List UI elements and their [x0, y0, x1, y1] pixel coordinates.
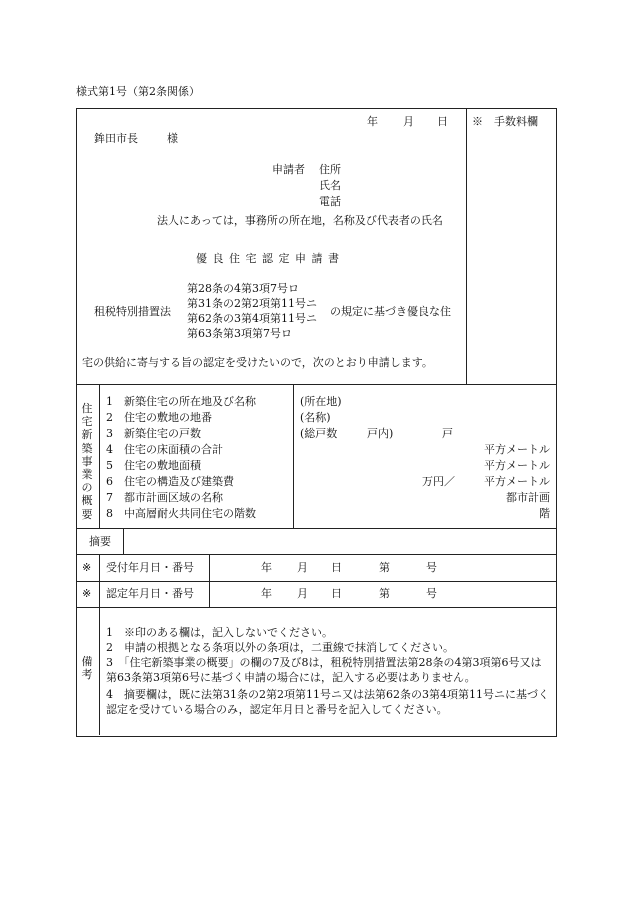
remark-3: 3 「住宅新築事業の概要」の欄の7及び8は，租税特別措置法第28条の4第3項第6号又は第63条第3項第6号に基づく申請の場合には，記入する必要はありません。 [106, 656, 542, 684]
document-title: 優 良 住 宅 認 定 申 請 書 [196, 252, 340, 265]
project-item-2: 2 住宅の敷地の地番 [106, 411, 212, 424]
reception-number-prefix: 第 [379, 561, 390, 574]
applicant-label: 申請者 [272, 163, 305, 176]
project-item-1: 1 新築住宅の所在地及び名称 [106, 395, 256, 408]
project-item-5: 5 住宅の敷地面積 [106, 459, 201, 472]
divider-header [76, 384, 556, 385]
name-label: (名称) [300, 411, 331, 424]
total-units-label: (総戸数 [300, 427, 338, 440]
law-name: 租税特別措置法 [94, 305, 171, 318]
law-article-2: 第31条の2第2項第11号ニ [187, 297, 317, 310]
divider-summary [76, 554, 556, 555]
remarks-heading: 備考 [81, 655, 93, 682]
location-label: (所在地) [300, 395, 342, 408]
site-area-unit: 平方メートル [484, 459, 550, 472]
structure-area-unit: 平方メートル [484, 475, 550, 488]
divider-project [76, 528, 556, 529]
certification-year: 年 [261, 587, 272, 600]
law-article-3: 第62条の3第4項第11号ニ [187, 312, 317, 325]
date-year-label: 年 [367, 115, 378, 128]
applicant-name-label: 氏名 [319, 179, 341, 192]
reception-label: 受付年月日・番号 [106, 561, 194, 574]
certification-month: 月 [297, 587, 308, 600]
fee-column-label: ※ 手数料欄 [472, 115, 538, 128]
floors-unit: 階 [539, 507, 550, 520]
summary-label: 摘要 [89, 535, 111, 548]
units-end-label: 戸 [442, 427, 453, 440]
mark-column-border [99, 554, 100, 607]
reception-year: 年 [261, 561, 272, 574]
certification-number-suffix: 号 [426, 587, 437, 600]
project-item-8: 8 中高層耐火共同住宅の階数 [106, 507, 256, 520]
project-heading: 住宅新築事業の概要 [81, 402, 93, 521]
law-article-1: 第28条の4第3項7号ロ [187, 282, 299, 295]
summary-label-border [123, 528, 124, 554]
number-label-border [209, 554, 210, 607]
reception-mark: ※ [82, 561, 92, 574]
city-plan-unit: 都市計画 [506, 491, 550, 504]
remark-1: 1 ※印のある欄は，記入しないでください。 [106, 626, 333, 639]
project-item-7: 7 都市計画区域の名称 [106, 491, 223, 504]
cost-unit: 万円／ [422, 475, 455, 488]
remark-4: 4 摘要欄は，既に法第31条の2第2項第11号ニ又は法第62条の3第4項第11号ニに基づく認定を受けている場合のみ，認定年月日と番号を記入してください。 [106, 688, 549, 716]
project-item-3: 3 新築住宅の戸数 [106, 427, 201, 440]
remarks-heading-border [99, 607, 100, 735]
units-mid-label: 戸内) [367, 427, 394, 440]
fee-column-border [466, 108, 467, 384]
project-item-6: 6 住宅の構造及び建築費 [106, 475, 234, 488]
addressee: 鉾田市長 [94, 132, 138, 145]
applicant-corporate-note: 法人にあっては，事務所の所在地，名称及び代表者の氏名 [157, 214, 443, 227]
honorific: 様 [167, 132, 178, 145]
applicant-phone-label: 電話 [319, 195, 341, 208]
reception-day: 日 [331, 561, 342, 574]
floor-area-unit: 平方メートル [484, 443, 550, 456]
project-value-border [293, 384, 294, 528]
divider-reception [76, 581, 556, 582]
applicant-address-label: 住所 [319, 163, 341, 176]
date-month-label: 月 [403, 115, 414, 128]
reception-number-suffix: 号 [426, 561, 437, 574]
law-continuation: 宅の供給に寄与する旨の認定を受けたいので，次のとおり申請します。 [82, 356, 433, 369]
reception-month: 月 [297, 561, 308, 574]
certification-mark: ※ [82, 587, 92, 600]
divider-certification [76, 607, 556, 608]
project-item-4: 4 住宅の床面積の合計 [106, 443, 223, 456]
date-day-label: 日 [437, 115, 448, 128]
certification-number-prefix: 第 [379, 587, 390, 600]
project-heading-border [99, 384, 100, 528]
certification-day: 日 [331, 587, 342, 600]
law-article-4: 第63条第3項第7号ロ [187, 327, 292, 340]
certification-label: 認定年月日・番号 [106, 587, 194, 600]
remark-2: 2 申請の根拠となる条項以外の条項は，二重線で抹消してください。 [106, 641, 454, 654]
form-label: 様式第1号（第2条関係） [76, 85, 200, 98]
law-suffix: の規定に基づき優良な住 [330, 305, 451, 318]
